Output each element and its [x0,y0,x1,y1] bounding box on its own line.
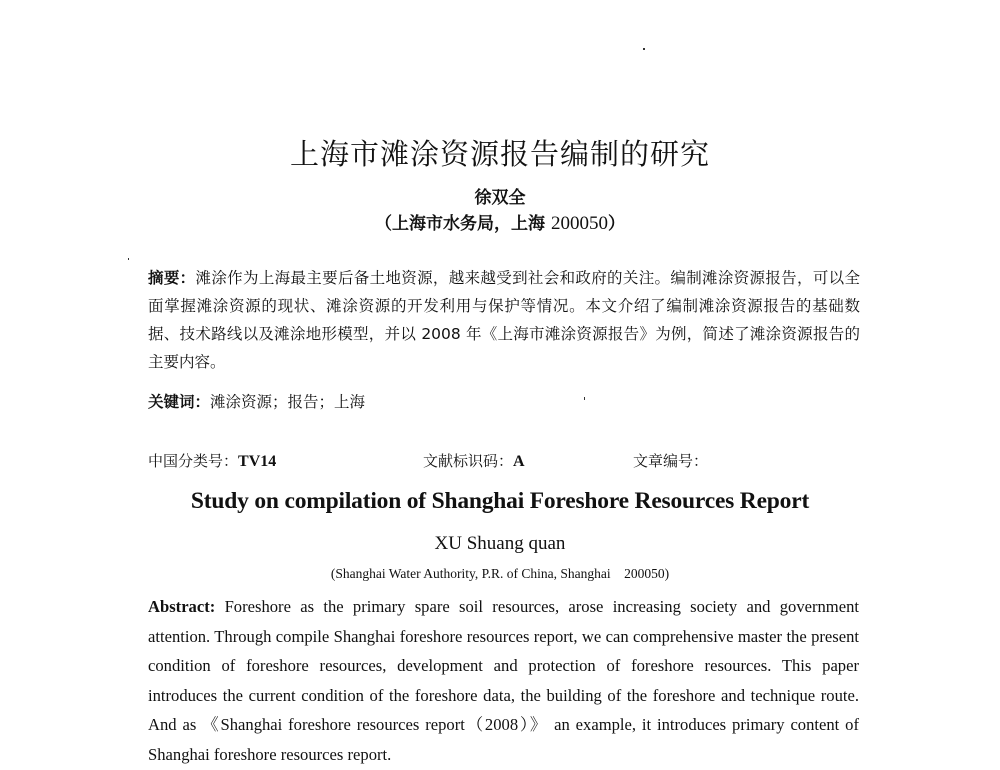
document-code-value: A [513,453,525,470]
english-abstract-text: Foreshore as the primary spare soil resources, arose increasing society and government attention. Through compile Shanghai foreshore resources report, we can comprehensive master the present condition of foreshore resources, development and protection of foreshore resources. This paper introduces the current condition of the foreshore data, the building of the foreshore and technique route. And as 《Shanghai foreshore resources report（2008）》 an example, it introduces primary content of Shanghai foreshore resources report. [148,597,859,764]
scan-speck [643,48,645,50]
classification-line [148,450,860,472]
scan-speck [128,258,129,260]
english-title: Study on compilation of Shanghai Foreshore Resources Report [190,488,810,514]
chinese-affiliation-postcode: 200050 [550,213,608,234]
english-abstract-label: Abstract: [148,597,216,616]
article-number [633,450,708,471]
clc-value: TV14 [238,453,277,470]
document-code-label: 文献标识码： [423,452,514,470]
chinese-affiliation-prefix: （上海市水务局，上海 [375,214,551,234]
chinese-keywords [148,388,860,416]
chinese-keywords-text: 滩涂资源；报告；上海 [210,393,366,411]
chinese-affiliation-suffix: ） [607,214,625,234]
chinese-keywords-label: 关键词： [148,393,211,411]
clc-label: 中国分类号： [148,452,239,470]
chinese-abstract-label: 摘要： [148,269,196,287]
english-affiliation: (Shanghai Water Authority, P.R. of China, Shanghai 200050) [330,566,670,581]
chinese-affiliation [0,209,1000,235]
chinese-abstract [148,264,860,376]
clc-number [148,450,276,471]
chinese-author: 徐双全 [474,188,526,208]
english-author: XU Shuang quan [434,533,566,554]
article-number-label: 文章编号： [633,452,709,470]
chinese-abstract-text: 滩涂作为上海最主要后备土地资源，越来越受到社会和政府的关注。编制滩涂资源报告，可以全面掌握滩涂资源的现状、滩涂资源的开发利用与保护等情况。本文介绍了编制滩涂资源报告的基础数据、技术路线以及滩涂地形模型，并以 2008 年《上海市滩涂资源报告》为例，简述了滩涂资源报告的主要内容。 [148,269,860,371]
document-code [423,450,525,471]
english-abstract [148,592,859,770]
chinese-title: 上海市滩涂资源报告编制的研究 [289,137,710,171]
